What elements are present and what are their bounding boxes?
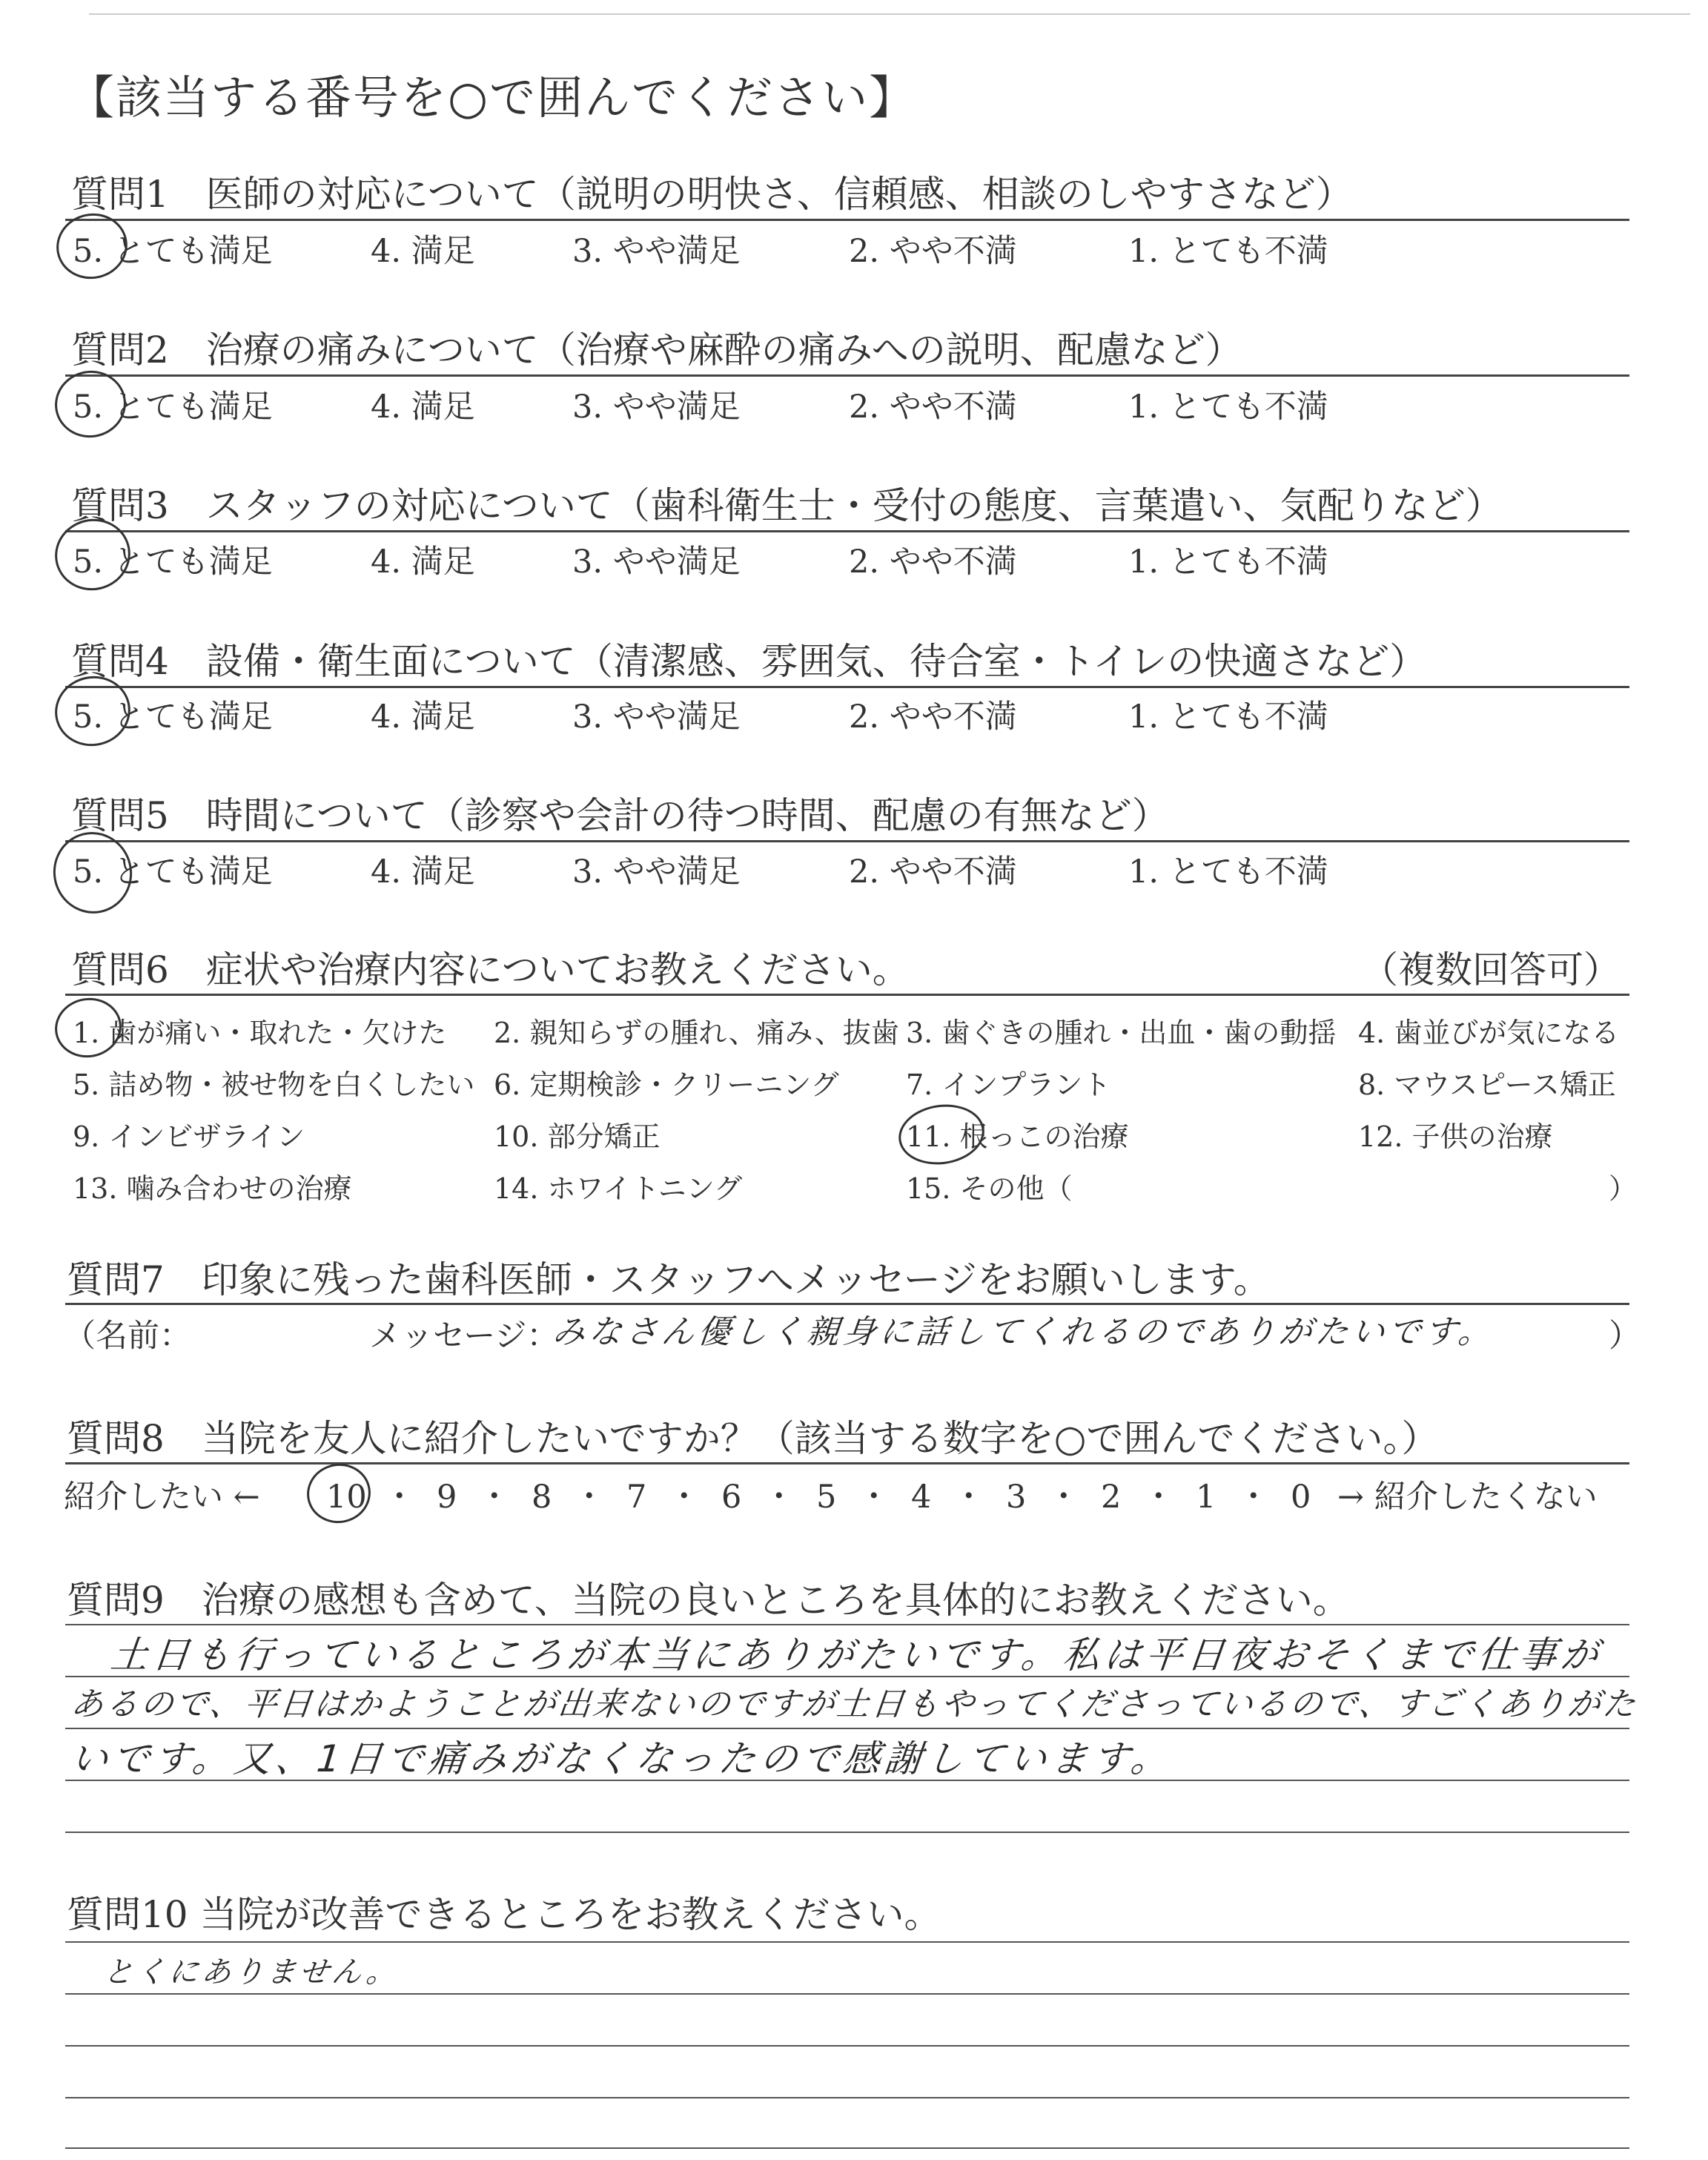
q10-title: 質問10 当院が改善できるところをお教えください。: [67, 1893, 941, 1936]
q1-option-4[interactable]: 4. 満足: [371, 233, 475, 270]
q1-option-2[interactable]: 2. やや不満: [849, 233, 1017, 270]
q8-scale-separator: ・: [1237, 1479, 1270, 1516]
q9-answer-line-3: いです。又、1日で痛みがなくなったので感謝しています。: [68, 1737, 1175, 1780]
q8-title: 質問8 当院を友人に紹介したいですか？（該当する数字を○で囲んでください。）: [67, 1417, 1439, 1460]
q8-scale-value-7[interactable]: 7: [626, 1479, 647, 1516]
q4-title: 質問4 設備・衛生面について（清潔感、雰囲気、待合室・トイレの快適さなど）: [71, 640, 1427, 683]
q8-rule: [65, 1462, 1629, 1464]
q8-scale-value-5[interactable]: 5: [816, 1479, 837, 1516]
q8-scale-separator: ・: [1142, 1479, 1175, 1516]
q5-option-2[interactable]: 2. やや不満: [849, 853, 1017, 891]
q8-right-label: → 紹介したくない: [1337, 1479, 1598, 1516]
q5-rule: [65, 840, 1629, 842]
q1-option-1[interactable]: 1. とても不満: [1128, 233, 1328, 270]
q1-option-5[interactable]: 5. とても満足: [73, 233, 273, 270]
q8-scale: [326, 1472, 1316, 1517]
q8-scale-separator: ・: [668, 1479, 701, 1516]
q2-option-3[interactable]: 3. やや満足: [572, 389, 741, 426]
q1-rule: [65, 219, 1629, 221]
q5-title: 質問5 時間について（診察や会計の待つ時間、配慮の有無など）: [71, 794, 1169, 837]
q6-option-1-circle: [50, 993, 127, 1063]
q3-option-2[interactable]: 2. やや不満: [849, 544, 1017, 581]
q6-title: 質問6 症状や治療内容についてお教えください。: [71, 948, 910, 991]
q7-message-handwritten: みなさん優しく親身に話してくれるのでありがたいです。: [550, 1313, 1497, 1351]
q4-option-4[interactable]: 4. 満足: [371, 698, 475, 736]
q10-rule-4: [65, 2147, 1629, 2149]
q8-scale-value-8[interactable]: 8: [532, 1479, 552, 1516]
q2-option-4[interactable]: 4. 満足: [371, 389, 475, 426]
q6-multi-answer-note: （複数回答可）: [1361, 948, 1621, 991]
q3-option-1[interactable]: 1. とても不満: [1128, 544, 1328, 581]
q3-option-5[interactable]: 5. とても満足: [73, 544, 273, 581]
q5-option-4[interactable]: 4. 満足: [371, 853, 475, 891]
q9-title: 質問9 治療の感想も含めて、当院の良いところを具体的にお教えください。: [67, 1579, 1350, 1622]
q6-rule: [65, 994, 1629, 996]
q6-option-3[interactable]: 3. 歯ぐきの腫れ・出血・歯の動揺: [906, 1017, 1337, 1049]
q4-option-5[interactable]: 5. とても満足: [73, 698, 273, 736]
q6-option-9[interactable]: 9. インビザライン: [73, 1120, 305, 1153]
q8-scale-separator: ・: [478, 1479, 511, 1516]
q6-option-2[interactable]: 2. 親知らずの腫れ、痛み、抜歯: [494, 1017, 899, 1049]
q8-scale-value-4[interactable]: 4: [911, 1479, 932, 1516]
q6-option-7[interactable]: 7. インプラント: [906, 1069, 1111, 1101]
q6-option-5[interactable]: 5. 詰め物・被せ物を白くしたい: [73, 1069, 475, 1101]
q3-rule: [65, 530, 1629, 532]
q8-scale-value-1[interactable]: 1: [1196, 1479, 1217, 1516]
q8-scale-value-2[interactable]: 2: [1101, 1479, 1122, 1516]
q7-message-label: メッセージ：: [369, 1318, 559, 1355]
q9-answer-line-1: 土日も行っているところが本当にありがたいです。私は平日夜おそくまで仕事が: [108, 1634, 1605, 1677]
q6-option-12[interactable]: 12. 子供の治療: [1358, 1120, 1553, 1153]
q10-rule-1: [65, 1993, 1629, 1995]
q4-rule: [65, 686, 1629, 688]
q8-scale-separator: ・: [383, 1479, 416, 1516]
q2-option-2[interactable]: 2. やや不満: [849, 389, 1017, 426]
q9-rule-4: [65, 1832, 1629, 1833]
q2-rule: [65, 374, 1629, 377]
q2-selection-circle: [50, 365, 131, 443]
q6-option-14[interactable]: 14. ホワイトニング: [494, 1172, 743, 1205]
q4-option-1[interactable]: 1. とても不満: [1128, 698, 1328, 736]
q1-title: 質問1 医師の対応について（説明の明快さ、信頼感、相談のしやすさなど）: [71, 173, 1353, 216]
q2-option-1[interactable]: 1. とても不満: [1128, 389, 1328, 426]
q6-option-13[interactable]: 13. 噛み合わせの治療: [73, 1172, 352, 1205]
q6-option-8[interactable]: 8. マウスピース矯正: [1358, 1069, 1616, 1101]
q7-close-paren: ）: [1609, 1318, 1641, 1355]
q6-option-1[interactable]: 1. 歯が痛い・取れた・欠けた: [73, 1017, 447, 1049]
q3-title: 質問3 スタッフの対応について（歯科衛生士・受付の態度、言葉遣い、気配りなど）: [71, 484, 1503, 527]
q10-answer-handwritten: とくにありません。: [102, 1955, 401, 1989]
form-heading: 【該当する番号を○で囲んでください】: [68, 70, 917, 125]
q8-scale-separator: ・: [1047, 1479, 1080, 1516]
q8-scale-value-3[interactable]: 3: [1006, 1479, 1027, 1516]
q9-answer-line-2: あるので、平日はかようことが出来ないのですが土日もやってくださっているので、すごくありがた: [68, 1685, 1640, 1723]
q10-rule-2: [65, 2045, 1629, 2047]
q8-scale-separator: ・: [953, 1479, 985, 1516]
q6-option-6[interactable]: 6. 定期検診・クリーニング: [494, 1069, 839, 1101]
q8-left-label: 紹介したい ←: [64, 1479, 260, 1516]
q4-option-2[interactable]: 2. やや不満: [849, 698, 1017, 736]
q4-option-3[interactable]: 3. やや満足: [572, 698, 741, 736]
q8-scale-separator: ・: [858, 1479, 890, 1516]
q6-other-close-paren: ）: [1609, 1172, 1638, 1205]
q7-name-label: （名前：: [64, 1318, 191, 1355]
q5-option-5[interactable]: 5. とても満足: [73, 853, 273, 891]
q5-option-3[interactable]: 3. やや満足: [572, 853, 741, 891]
q10-rule-0: [65, 1941, 1629, 1943]
q3-option-3[interactable]: 3. やや満足: [572, 544, 741, 581]
q2-title: 質問2 治療の痛みについて（治療や麻酔の痛みへの説明、配慮など）: [71, 328, 1242, 371]
q8-scale-separator: ・: [763, 1479, 795, 1516]
q8-scale-value-9[interactable]: 9: [437, 1479, 457, 1516]
q8-selection-circle: [302, 1459, 376, 1528]
q8-scale-value-10[interactable]: 10: [326, 1479, 367, 1516]
q3-option-4[interactable]: 4. 満足: [371, 544, 475, 581]
q8-scale-value-6[interactable]: 6: [721, 1479, 742, 1516]
q5-option-1[interactable]: 1. とても不満: [1128, 853, 1328, 891]
q6-option-4[interactable]: 4. 歯並びが気になる: [1358, 1017, 1620, 1049]
q1-option-3[interactable]: 3. やや満足: [572, 233, 741, 270]
q8-scale-separator: ・: [573, 1479, 606, 1516]
q7-title: 質問7 印象に残った歯科医師・スタッフへメッセージをお願いします。: [67, 1258, 1271, 1301]
q6-option-11-circle: [895, 1099, 988, 1169]
q6-option-11[interactable]: 11. 根っこの治療: [906, 1120, 1129, 1153]
q6-option-10[interactable]: 10. 部分矯正: [494, 1120, 661, 1153]
q10-rule-3: [65, 2097, 1629, 2098]
q6-option-15[interactable]: 15. その他（: [906, 1172, 1073, 1205]
q8-scale-value-0[interactable]: 0: [1291, 1479, 1311, 1516]
scan-top-edge: [89, 13, 1690, 15]
q2-option-5[interactable]: 5. とても満足: [73, 389, 273, 426]
